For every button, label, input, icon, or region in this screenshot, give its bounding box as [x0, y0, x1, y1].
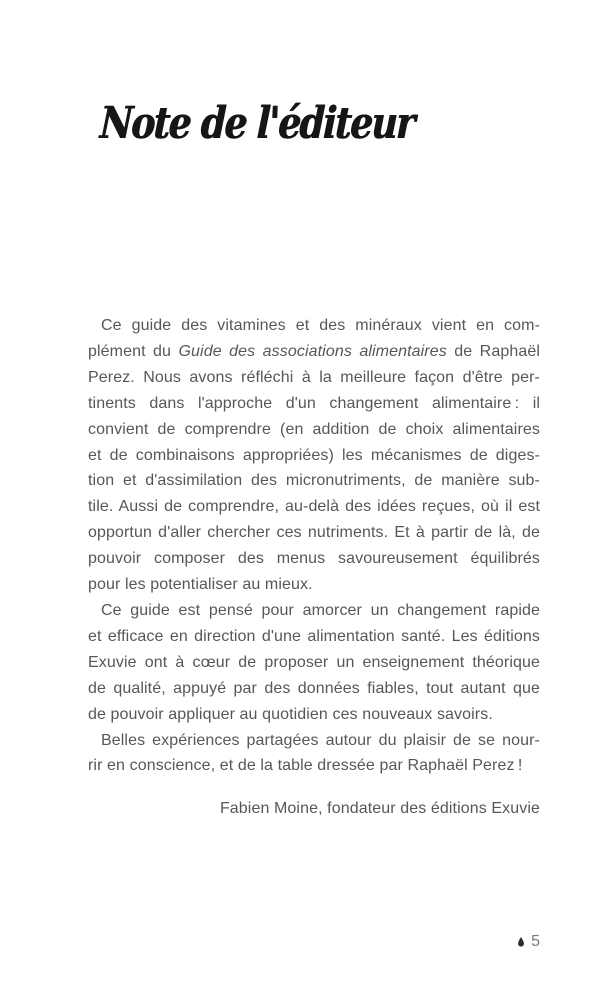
text-segment: et de combinaisons appropriées) les mécanismes de diges-	[88, 446, 540, 464]
text-segment: de pouvoir appliquer au quotidien ces nouveaux savoirs.	[88, 705, 493, 723]
body-line	[88, 650, 540, 676]
body-line	[88, 702, 540, 728]
page-number: 5	[531, 933, 540, 950]
body-line	[88, 598, 540, 624]
body-line	[88, 546, 540, 572]
body-line	[88, 494, 540, 520]
text-segment: convient de comprendre (en addition de choix alimentaires	[88, 420, 540, 438]
text-segment: Exuvie ont à cœur de proposer un enseignement théorique	[88, 653, 540, 671]
body-line	[88, 728, 540, 754]
page-footer	[517, 934, 540, 950]
body-line	[88, 339, 540, 365]
body-line	[88, 365, 540, 391]
book-title-reference: Guide des associations alimentaires	[178, 342, 447, 360]
text-segment: et efficace en direction d'une alimentation santé. Les éditions	[88, 627, 540, 645]
paragraph	[88, 598, 540, 728]
text-segment: Ce guide est pensé pour amorcer un changement rapide	[101, 601, 540, 619]
text-segment: de qualité, appuyé par des données fiables, tout autant que	[88, 679, 540, 697]
text-segment: opportun d'aller chercher ces nutriments. Et à partir de là, de	[88, 524, 540, 542]
text-segment: tile. Aussi de comprendre, au-delà des idées reçues, où il est	[88, 498, 540, 516]
body-line	[88, 391, 540, 417]
body-text	[88, 313, 540, 779]
text-segment: pouvoir composer des menus savoureusement équilibrés	[88, 550, 540, 568]
body-line	[88, 313, 540, 339]
text-segment: plément du	[88, 342, 179, 360]
droplet-icon	[517, 936, 525, 948]
paragraph	[88, 728, 540, 780]
text-segment: tinents dans l'approche d'un changement alimentaire : il	[88, 394, 540, 412]
text-segment: Belles expériences partagées autour du plaisir de se nour-	[101, 731, 540, 749]
body-line	[88, 417, 540, 443]
body-line	[88, 753, 540, 779]
text-segment: de Raphaël	[446, 342, 540, 360]
text-segment: Perez. Nous avons réfléchi à la meilleure façon d'être per-	[88, 368, 540, 386]
page-title: Note de l'éditeur	[98, 98, 415, 149]
signature-line: Fabien Moine, fondateur des éditions Exuvie	[219, 800, 540, 817]
body-line	[88, 572, 540, 598]
paragraph	[88, 313, 540, 598]
body-line	[88, 676, 540, 702]
text-segment: tion et d'assimilation des micronutriments, de manière sub-	[88, 472, 540, 490]
text-segment: rir en conscience, et de la table dressée par Raphaël Perez !	[88, 757, 523, 775]
text-segment: pour les potentialiser au mieux.	[88, 576, 313, 594]
body-line	[88, 624, 540, 650]
body-line	[88, 468, 540, 494]
body-line	[88, 443, 540, 469]
body-line	[88, 520, 540, 546]
text-segment: Ce guide des vitamines et des minéraux vient en com-	[101, 317, 540, 334]
